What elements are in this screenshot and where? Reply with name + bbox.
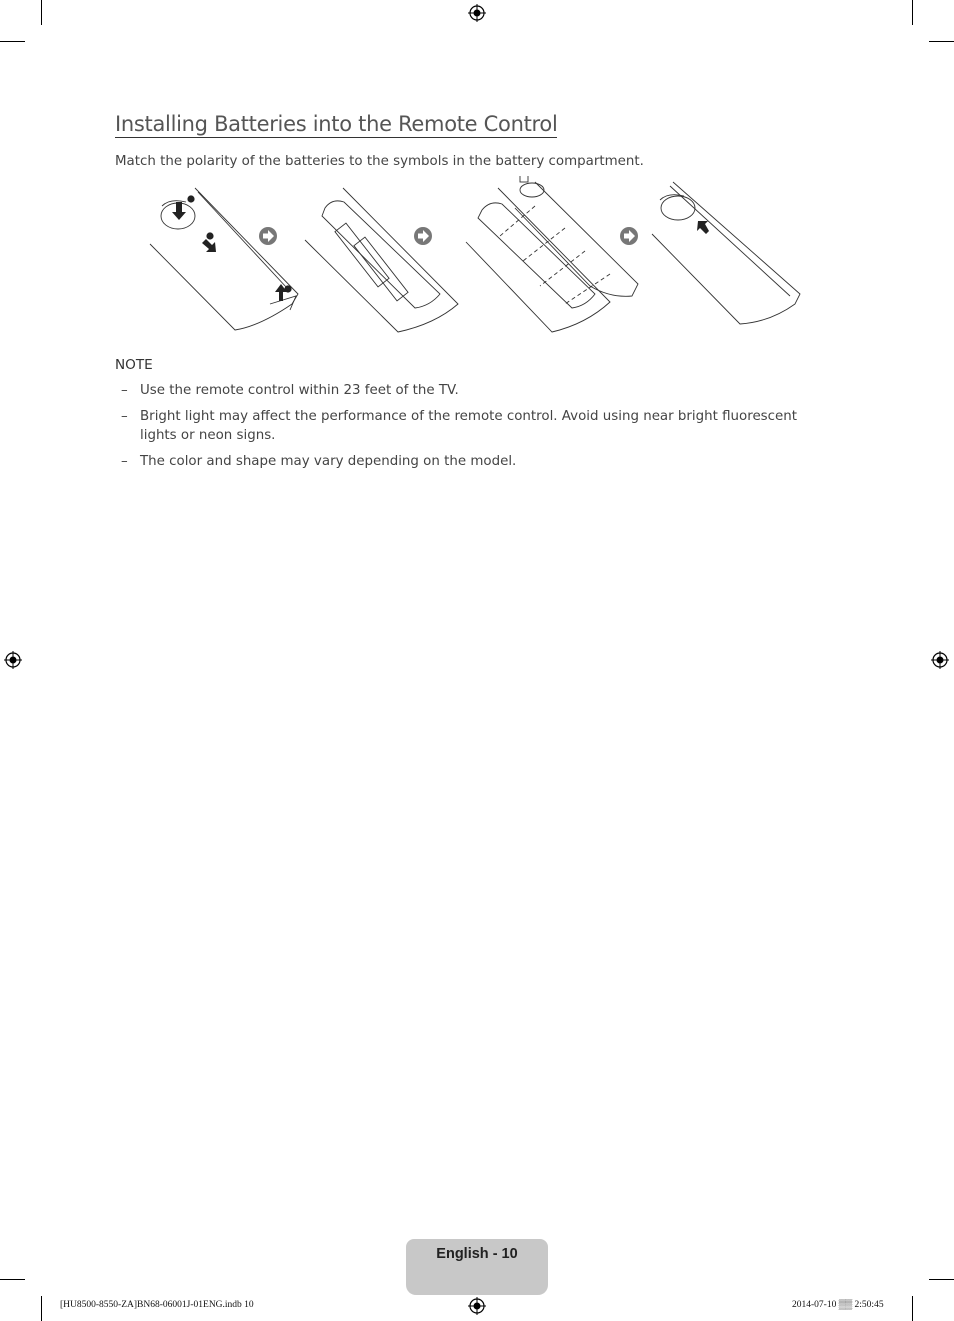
crop-mark-bottom-left-h [0, 1279, 25, 1280]
registration-mark-right-icon [931, 651, 949, 669]
crop-mark-top-left-v [41, 0, 42, 25]
note-item [115, 381, 835, 400]
crop-mark-top-left-h [0, 41, 25, 42]
page-number-label: English - 10 [436, 1246, 518, 1262]
remote-step-4-illustration [652, 182, 800, 324]
crop-mark-top-right-h [929, 41, 954, 42]
registration-mark-left-icon [4, 651, 22, 669]
registration-mark-top-icon [468, 4, 486, 22]
arrow-up-left-icon [697, 221, 709, 234]
arrow-diagonal-icon [202, 239, 216, 252]
dash-bullet: – [121, 454, 128, 469]
circle-right-arrow-icon [414, 227, 432, 245]
dash-bullet: – [121, 383, 128, 398]
note-item [115, 452, 835, 471]
crop-mark-bottom-right-v [912, 1296, 913, 1321]
battery-installation-illustration [140, 176, 810, 338]
note-text: Bright light may affect the performance of the remote control. Avoid using near bright fluorescent lights or neon signs. [140, 409, 797, 443]
print-timestamp: 2014-07-10 ▒▒ 2:50:45 [792, 1300, 884, 1310]
registration-mark-bottom-icon [468, 1297, 486, 1315]
arrow-down-icon [172, 202, 186, 220]
crop-mark-top-right-v [912, 0, 913, 25]
remote-step-1-illustration [150, 188, 298, 330]
section-title: Installing Batteries into the Remote Control [115, 112, 558, 136]
crop-mark-bottom-right-h [929, 1279, 954, 1280]
remote-step-2-illustration [305, 188, 458, 332]
note-list [115, 381, 835, 478]
note-text: The color and shape may vary depending on the model. [140, 454, 517, 469]
dash-bullet: – [121, 409, 128, 424]
crop-mark-bottom-left-v [41, 1296, 42, 1321]
note-item [115, 407, 835, 445]
note-text: Use the remote control within 23 feet of the TV. [140, 383, 459, 398]
intro-text: Match the polarity of the batteries to the symbols in the battery compartment. [115, 154, 644, 169]
step-badges [187, 195, 291, 292]
circle-right-arrow-icon [620, 227, 638, 245]
circle-right-arrow-icon [259, 227, 277, 245]
file-slug: [HU8500-8550-ZA]BN68-06001J-01ENG.indb 10 [60, 1300, 254, 1310]
note-heading: NOTE [115, 357, 153, 373]
remote-step-3-illustration [466, 176, 638, 332]
